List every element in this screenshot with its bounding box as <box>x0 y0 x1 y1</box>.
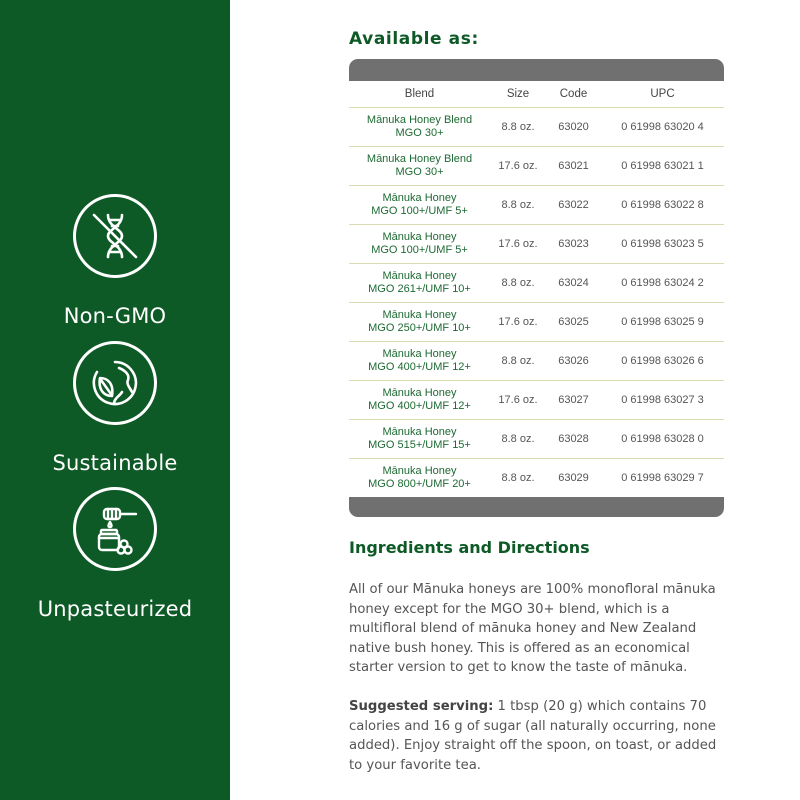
cell-blend <box>349 231 490 257</box>
cell-size: 17.6 oz. <box>498 316 538 328</box>
cell-upc: 0 61998 63023 5 <box>621 238 704 250</box>
badge-label: Non-GMO <box>63 304 167 328</box>
blend-grade: MGO 30+ <box>395 166 444 178</box>
blend-grade: MGO 30+ <box>395 127 444 139</box>
table-row <box>349 303 724 342</box>
cell-upc: 0 61998 63027 3 <box>621 394 704 406</box>
cell-code: 63024 <box>558 277 589 289</box>
cell-code: 63029 <box>558 472 589 484</box>
header-size: Size <box>506 88 530 100</box>
cell-code: 63028 <box>558 433 589 445</box>
blend-name: Mānuka Honey Blend <box>366 114 473 126</box>
blend-name: Mānuka Honey Blend <box>366 153 473 165</box>
leaf-globe-icon <box>73 341 157 425</box>
cell-code: 63026 <box>558 355 589 367</box>
cell-blend <box>349 192 490 218</box>
blend-name: Mānuka Honey <box>382 192 457 204</box>
badge-label: Sustainable <box>52 451 178 475</box>
cell-size: 17.6 oz. <box>498 160 538 172</box>
sidebar <box>0 0 230 800</box>
cell-size: 8.8 oz. <box>501 472 535 484</box>
blend-name: Mānuka Honey <box>382 348 457 360</box>
blend-name: Mānuka Honey <box>382 270 457 282</box>
cell-code: 63021 <box>558 160 589 172</box>
cell-size: 8.8 oz. <box>501 121 535 133</box>
no-dna-icon <box>73 194 157 278</box>
blend-name: Mānuka Honey <box>382 231 457 243</box>
table-body <box>349 108 724 498</box>
cell-blend <box>349 465 490 491</box>
cell-blend <box>349 387 490 413</box>
table-row <box>349 420 724 459</box>
blend-grade: MGO 261+/UMF 10+ <box>368 283 471 295</box>
cell-size: 8.8 oz. <box>501 355 535 367</box>
cell-upc: 0 61998 63026 6 <box>621 355 704 367</box>
cell-blend <box>349 114 490 140</box>
cell-size: 17.6 oz. <box>498 394 538 406</box>
cell-upc: 0 61998 63020 4 <box>621 121 704 133</box>
cell-blend <box>349 348 490 374</box>
header-code: Code <box>559 88 588 100</box>
badge-sustainable <box>0 341 230 475</box>
cell-upc: 0 61998 63021 1 <box>621 160 704 172</box>
cell-upc: 0 61998 63024 2 <box>621 277 704 289</box>
blend-grade: MGO 515+/UMF 15+ <box>368 439 471 451</box>
badge-unpasteurized <box>0 487 230 621</box>
header-blend: Blend <box>404 87 435 100</box>
serving-paragraph <box>349 697 729 775</box>
cell-upc: 0 61998 63028 0 <box>621 433 704 445</box>
ingredients-paragraph: All of our Mānuka honeys are 100% monofloral mānuka honey except for the MGO 30+ blend, which is a multifloral blend of mānuka honey and New Zealand native bush honey. This is offered as an economical starter version to get to know the taste of mānuka. <box>349 582 716 675</box>
cell-size: 8.8 oz. <box>501 199 535 211</box>
blend-grade: MGO 250+/UMF 10+ <box>368 322 471 334</box>
cell-upc: 0 61998 63029 7 <box>621 472 704 484</box>
badge-label: Unpasteurized <box>37 597 193 621</box>
cell-code: 63023 <box>558 238 589 250</box>
blend-grade: MGO 100+/UMF 5+ <box>371 244 468 256</box>
cell-code: 63020 <box>558 121 589 133</box>
blend-grade: MGO 400+/UMF 12+ <box>368 361 471 373</box>
blend-name: Mānuka Honey <box>382 426 457 438</box>
table-header <box>349 81 724 108</box>
table-row <box>349 147 724 186</box>
cell-blend <box>349 426 490 452</box>
table-row <box>349 381 724 420</box>
cell-code: 63025 <box>558 316 589 328</box>
blend-name: Mānuka Honey <box>382 309 457 321</box>
honey-jar-dipper-icon <box>73 487 157 571</box>
header-upc: UPC <box>650 88 675 100</box>
cell-blend <box>349 270 490 296</box>
blend-grade: MGO 100+/UMF 5+ <box>371 205 468 217</box>
cell-blend <box>349 153 490 179</box>
blend-name: Mānuka Honey <box>382 465 457 477</box>
table-top-bar <box>349 59 724 81</box>
serving-label: Suggested serving: <box>349 699 494 714</box>
blend-name: Mānuka Honey <box>382 387 457 399</box>
cell-code: 63027 <box>558 394 589 406</box>
ingredients-title: Ingredients and Directions <box>349 538 590 557</box>
available-title: Available as: <box>349 29 479 49</box>
badge-non-gmo <box>0 194 230 328</box>
blend-grade: MGO 400+/UMF 12+ <box>368 400 471 412</box>
table-row <box>349 342 724 381</box>
cell-blend <box>349 309 490 335</box>
product-table <box>349 59 724 517</box>
cell-upc: 0 61998 63025 9 <box>621 316 704 328</box>
table-row <box>349 225 724 264</box>
serving-text: 1 tbsp (20 g) which contains 70 calories and 16 g of sugar (all naturally occurring, none added). Enjoy straight off the spoon, on toast, or added to your favorite tea. <box>349 699 717 773</box>
cell-size: 17.6 oz. <box>498 238 538 250</box>
cell-upc: 0 61998 63022 8 <box>621 199 704 211</box>
blend-grade: MGO 800+/UMF 20+ <box>368 478 471 490</box>
table-row <box>349 459 724 498</box>
table-row <box>349 264 724 303</box>
table-row <box>349 108 724 147</box>
table-bottom-bar <box>349 497 724 517</box>
table-row <box>349 186 724 225</box>
cell-size: 8.8 oz. <box>501 433 535 445</box>
cell-size: 8.8 oz. <box>501 277 535 289</box>
cell-code: 63022 <box>558 199 589 211</box>
